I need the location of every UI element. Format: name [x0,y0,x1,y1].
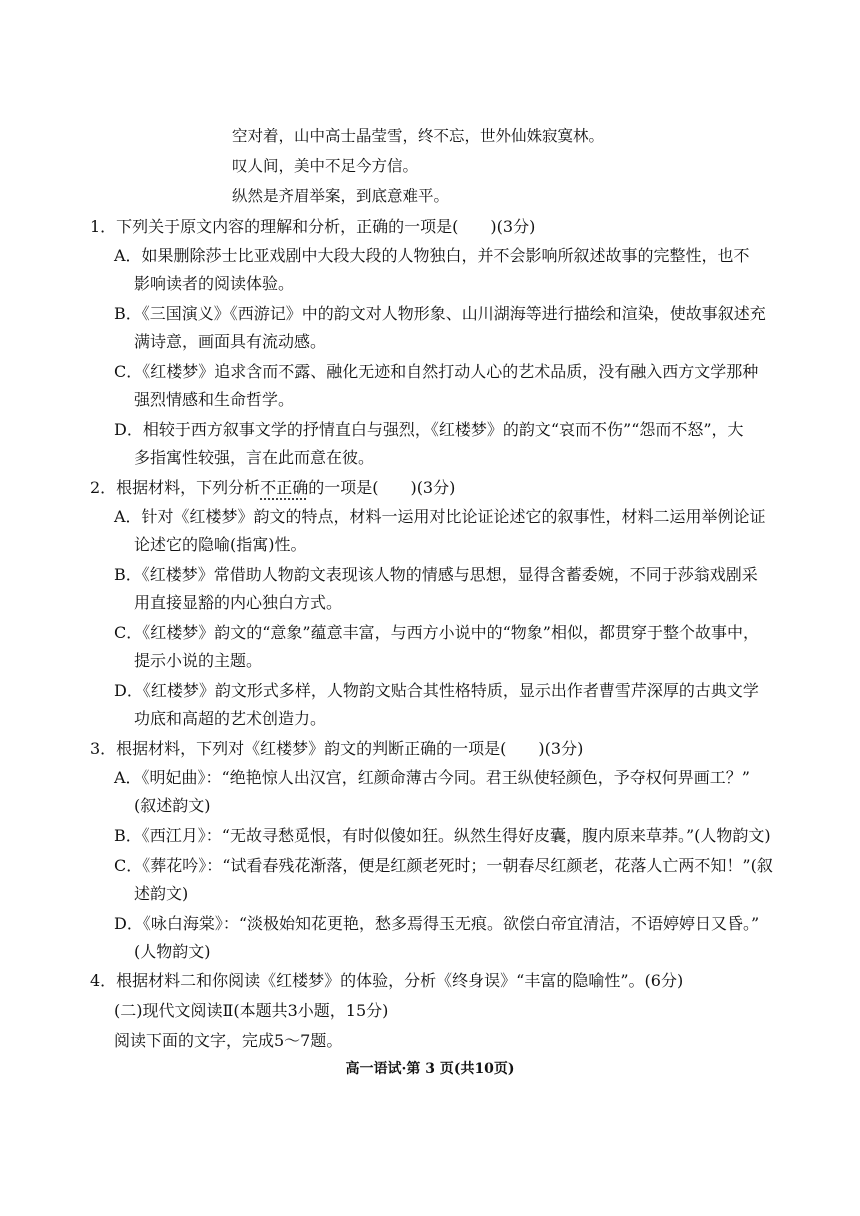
reading-instruction: 阅读下面的文字，完成5～7题。 [114,1031,343,1050]
question-1-option-a: A．如果删除莎士比亚戏剧中大段大段的人物独白，并不会影响所叙述故事的完整性，也不 [114,246,750,265]
section-heading: (二)现代文阅读Ⅱ(本题共3小题，15分) [114,1001,389,1020]
question-3-stem: 3．根据材料，下列对《红楼梦》韵文的判断正确的一项是( )(3分) [90,739,584,758]
question-2-option-a-cont: 论述它的隐喻(指寓)性。 [134,535,307,554]
question-1-option-d-cont: 多指寓性较强，言在此而意在彼。 [134,448,375,467]
question-2-stem-post: 的一项是( )(3分) [308,478,456,497]
question-2-option-b-cont: 用直接显豁的内心独白方式。 [134,593,343,612]
poem-line-2: 叹人间，美中不足今方信。 [232,157,419,175]
question-2-option-c-cont: 提示小说的主题。 [134,651,263,670]
question-3-option-c: C．《葬花吟》：“试看春残花渐落，便是红颜老死时；一朝春尽红颜老，花落人亡两不知！”(叙 [114,856,773,875]
page-footer: 高一语试·第 3 页(共10页) [345,1061,515,1077]
question-2-option-d: D．《红楼梦》韵文形式多样，人物韵文贴合其性格特质，显示出作者曹雪芹深厚的古典文学 [114,681,759,700]
question-3-option-c-cont: 述韵文) [134,884,189,903]
question-1-option-b-cont: 满诗意，画面具有流动感。 [134,332,327,351]
question-1-stem: 1．下列关于原文内容的理解和分析，正确的一项是( )(3分) [90,217,536,236]
question-2-option-c: C．《红楼梦》韵文的“意象”蕴意丰富，与西方小说中的“物象”相似，都贯穿于整个故事中， [114,623,759,642]
question-4-stem: 4．根据材料二和你阅读《红楼梦》的体验，分析《终身误》“丰富的隐喻性”。(6分) [90,971,684,990]
question-1-option-b: B．《三国演义》《西游记》中的韵文对人物形象、山川湖海等进行描绘和渲染，使故事叙述充 [114,304,766,323]
question-3-option-a: A．《明妃曲》：“绝艳惊人出汉宫，红颜命薄古今同。君王纵使轻颜色，予夺权何畀画工？” [114,768,750,787]
question-3-option-d: D．《咏白海棠》：“淡极始知花更艳，愁多焉得玉无痕。欲偿白帝宜清洁，不语婷婷日又昏。” [114,914,760,933]
question-3-option-a-cont: (叙述韵文) [134,796,211,815]
question-2-emphasis: 不正确 [260,478,309,497]
question-1-option-c-cont: 强烈情感和生命哲学。 [134,390,295,409]
question-3-option-b: B．《西江月》：“无故寻愁觅恨，有时似傻如狂。纵然生得好皮囊，腹内原来草莽。”(人物韵文) [114,826,771,845]
question-2-stem-pre: 2．根据材料，下列分析 [90,478,261,497]
question-2-option-b: B．《红楼梦》常借助人物韵文表现该人物的情感与思想，显得含蓄委婉，不同于莎翁戏剧采 [114,565,758,584]
question-2-option-d-cont: 功底和高超的艺术创造力。 [134,709,327,728]
question-1-option-c: C．《红楼梦》追求含而不露、融化无迹和自然打动人心的艺术品质，没有融入西方文学那种 [114,362,759,381]
question-2-option-a: A．针对《红楼梦》韵文的特点，材料一运用对比论证论述它的叙事性，材料二运用举例论证 [114,507,766,526]
question-1-option-d: D．相较于西方叙事文学的抒情直白与强烈，《红楼梦》的韵文“哀而不伤”“怨而不怒”，大 [114,420,744,439]
poem-line-1: 空对着，山中高士晶莹雪，终不忘，世外仙姝寂寞林。 [232,127,605,145]
question-2-stem [90,477,455,499]
poem-line-3: 纵然是齐眉举案，到底意难平。 [232,187,450,205]
question-1-option-a-cont: 影响读者的阅读体验。 [134,274,295,293]
question-3-option-d-cont: (人物韵文) [134,942,211,961]
